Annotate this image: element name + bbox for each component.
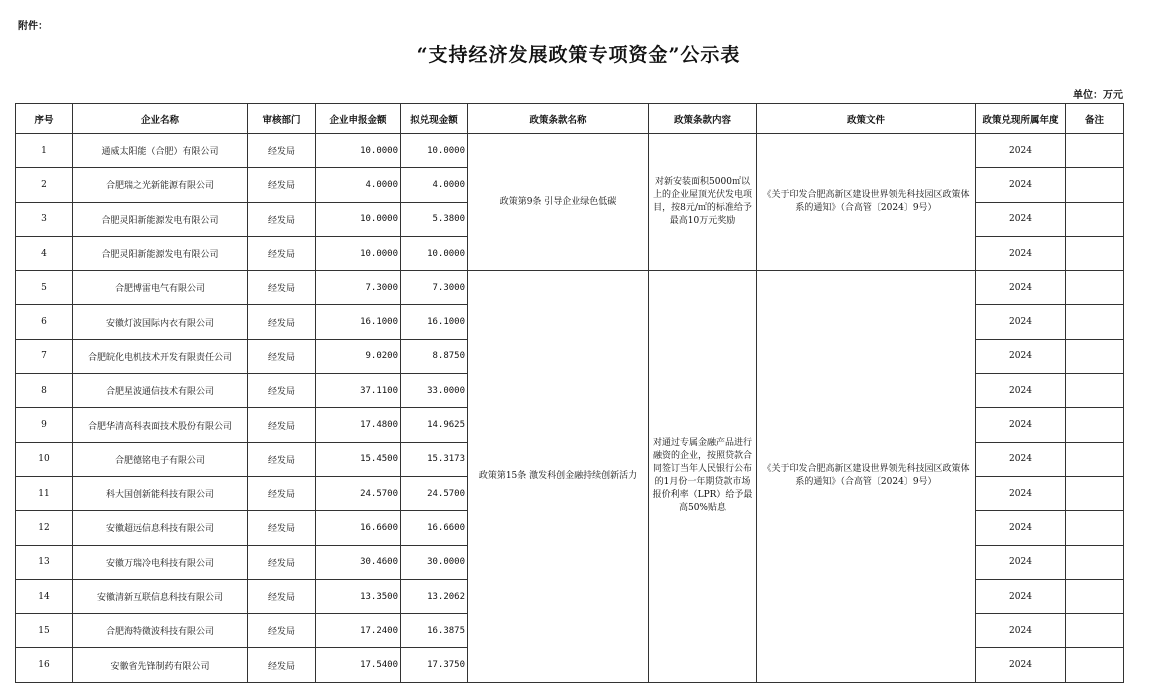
cell-remark	[1066, 202, 1124, 236]
cell-remark	[1066, 579, 1124, 613]
cell-remark	[1066, 236, 1124, 270]
cell-company: 合肥德铭电子有限公司	[73, 442, 248, 476]
cell-company: 合肥海特微波科技有限公司	[73, 614, 248, 648]
cell-company: 合肥星波通信技术有限公司	[73, 374, 248, 408]
cell-dept: 经发局	[248, 476, 316, 510]
subsidy-table	[15, 103, 1124, 683]
cell-no: 15	[16, 614, 73, 648]
col-header-dept: 审核部门	[248, 104, 316, 134]
cell-company: 安徽超远信息科技有限公司	[73, 511, 248, 545]
cell-dept: 经发局	[248, 236, 316, 270]
col-header-no: 序号	[16, 104, 73, 134]
cell-year: 2024	[976, 134, 1066, 168]
cell-approved: 7.3000	[401, 271, 468, 305]
cell-year: 2024	[976, 614, 1066, 648]
cell-company: 合肥灵阳新能源发电有限公司	[73, 202, 248, 236]
cell-company: 通威太阳能（合肥）有限公司	[73, 134, 248, 168]
page-title: “支持经济发展政策专项资金”公示表	[416, 44, 741, 66]
cell-approved: 16.3875	[401, 614, 468, 648]
cell-dept: 经发局	[248, 579, 316, 613]
cell-remark	[1066, 374, 1124, 408]
cell-no: 4	[16, 236, 73, 270]
cell-approved: 24.5700	[401, 476, 468, 510]
col-header-company: 企业名称	[73, 104, 248, 134]
cell-dept: 经发局	[248, 202, 316, 236]
cell-policy-content: 对新安装面积5000㎡以上的企业屋顶光伏发电项目，按8元/㎡的标准给予最高10万元奖励	[649, 134, 757, 271]
cell-no: 6	[16, 305, 73, 339]
cell-declared: 37.1100	[316, 374, 401, 408]
cell-approved: 10.0000	[401, 134, 468, 168]
col-header-year: 政策兑现所属年度	[976, 104, 1066, 134]
cell-remark	[1066, 614, 1124, 648]
cell-approved: 8.8750	[401, 339, 468, 373]
col-header-policy-document: 政策文件	[757, 104, 976, 134]
cell-dept: 经发局	[248, 442, 316, 476]
col-header-approved: 拟兑现金额	[401, 104, 468, 134]
cell-dept: 经发局	[248, 168, 316, 202]
cell-dept: 经发局	[248, 339, 316, 373]
cell-year: 2024	[976, 168, 1066, 202]
col-header-policy-content: 政策条款内容	[649, 104, 757, 134]
cell-approved: 16.1000	[401, 305, 468, 339]
table-body	[16, 134, 1124, 683]
table-row	[16, 271, 1124, 305]
cell-year: 2024	[976, 408, 1066, 442]
cell-approved: 10.0000	[401, 236, 468, 270]
cell-declared: 7.3000	[316, 271, 401, 305]
cell-approved: 33.0000	[401, 374, 468, 408]
col-header-declared: 企业申报金额	[316, 104, 401, 134]
cell-dept: 经发局	[248, 374, 316, 408]
cell-approved: 16.6600	[401, 511, 468, 545]
cell-no: 7	[16, 339, 73, 373]
cell-year: 2024	[976, 648, 1066, 682]
cell-no: 5	[16, 271, 73, 305]
cell-remark	[1066, 408, 1124, 442]
cell-remark	[1066, 545, 1124, 579]
table-header-row	[16, 104, 1124, 134]
cell-declared: 17.2400	[316, 614, 401, 648]
cell-remark	[1066, 134, 1124, 168]
cell-year: 2024	[976, 579, 1066, 613]
cell-dept: 经发局	[248, 648, 316, 682]
cell-declared: 17.4800	[316, 408, 401, 442]
cell-declared: 10.0000	[316, 236, 401, 270]
cell-declared: 24.5700	[316, 476, 401, 510]
cell-company: 科大国创新能科技有限公司	[73, 476, 248, 510]
cell-dept: 经发局	[248, 305, 316, 339]
cell-remark	[1066, 168, 1124, 202]
cell-dept: 经发局	[248, 511, 316, 545]
cell-no: 16	[16, 648, 73, 682]
cell-approved: 30.0000	[401, 545, 468, 579]
cell-dept: 经发局	[248, 545, 316, 579]
cell-approved: 14.9625	[401, 408, 468, 442]
cell-declared: 16.6600	[316, 511, 401, 545]
cell-approved: 4.0000	[401, 168, 468, 202]
cell-declared: 13.3500	[316, 579, 401, 613]
unit-label: 单位：万元	[1073, 90, 1123, 101]
cell-declared: 9.0200	[316, 339, 401, 373]
cell-company: 安徽万瑞冷电科技有限公司	[73, 545, 248, 579]
cell-no: 10	[16, 442, 73, 476]
cell-declared: 16.1000	[316, 305, 401, 339]
cell-no: 14	[16, 579, 73, 613]
cell-remark	[1066, 442, 1124, 476]
cell-no: 1	[16, 134, 73, 168]
cell-year: 2024	[976, 271, 1066, 305]
cell-year: 2024	[976, 305, 1066, 339]
cell-company: 合肥瑞之光新能源有限公司	[73, 168, 248, 202]
cell-year: 2024	[976, 339, 1066, 373]
cell-dept: 经发局	[248, 408, 316, 442]
col-header-remark: 备注	[1066, 104, 1124, 134]
attachment-label: 附件：	[18, 21, 48, 32]
cell-no: 13	[16, 545, 73, 579]
cell-remark	[1066, 271, 1124, 305]
cell-approved: 15.3173	[401, 442, 468, 476]
cell-no: 12	[16, 511, 73, 545]
cell-declared: 15.4500	[316, 442, 401, 476]
cell-year: 2024	[976, 236, 1066, 270]
cell-approved: 5.3800	[401, 202, 468, 236]
cell-company: 安徽省先锋制药有限公司	[73, 648, 248, 682]
cell-remark	[1066, 511, 1124, 545]
cell-declared: 17.5400	[316, 648, 401, 682]
cell-remark	[1066, 476, 1124, 510]
cell-no: 9	[16, 408, 73, 442]
cell-company: 合肥皖化电机技术开发有限责任公司	[73, 339, 248, 373]
cell-year: 2024	[976, 374, 1066, 408]
cell-company: 合肥灵阳新能源发电有限公司	[73, 236, 248, 270]
cell-policy-document: 《关于印发合肥高新区建设世界领先科技园区政策体系的通知》（合高管〔2024〕9号）	[757, 134, 976, 271]
cell-year: 2024	[976, 476, 1066, 510]
cell-year: 2024	[976, 202, 1066, 236]
cell-dept: 经发局	[248, 134, 316, 168]
cell-year: 2024	[976, 442, 1066, 476]
cell-policy-name: 政策第15条 激发科创金融持续创新活力	[468, 271, 649, 683]
cell-approved: 13.2062	[401, 579, 468, 613]
cell-no: 11	[16, 476, 73, 510]
cell-remark	[1066, 648, 1124, 682]
cell-policy-content: 对通过专属金融产品进行融资的企业，按照贷款合同签订当年人民银行公布的1月份一年期贷款市场报价利率（LPR）给予最高50%贴息	[649, 271, 757, 683]
cell-dept: 经发局	[248, 614, 316, 648]
cell-company: 合肥华清高科表面技术股份有限公司	[73, 408, 248, 442]
cell-no: 2	[16, 168, 73, 202]
cell-approved: 17.3750	[401, 648, 468, 682]
cell-declared: 4.0000	[316, 168, 401, 202]
cell-year: 2024	[976, 545, 1066, 579]
cell-company: 安徽清新互联信息科技有限公司	[73, 579, 248, 613]
cell-no: 3	[16, 202, 73, 236]
col-header-policy-name: 政策条款名称	[468, 104, 649, 134]
cell-dept: 经发局	[248, 271, 316, 305]
cell-no: 8	[16, 374, 73, 408]
cell-policy-document: 《关于印发合肥高新区建设世界领先科技园区政策体系的通知》（合高管〔2024〕9号）	[757, 271, 976, 683]
cell-company: 合肥博雷电气有限公司	[73, 271, 248, 305]
cell-policy-name: 政策第9条 引导企业绿色低碳	[468, 134, 649, 271]
cell-company: 安徽灯波国际内衣有限公司	[73, 305, 248, 339]
table-row	[16, 134, 1124, 168]
cell-remark	[1066, 339, 1124, 373]
cell-declared: 10.0000	[316, 202, 401, 236]
cell-year: 2024	[976, 511, 1066, 545]
cell-declared: 10.0000	[316, 134, 401, 168]
cell-remark	[1066, 305, 1124, 339]
cell-declared: 30.4600	[316, 545, 401, 579]
